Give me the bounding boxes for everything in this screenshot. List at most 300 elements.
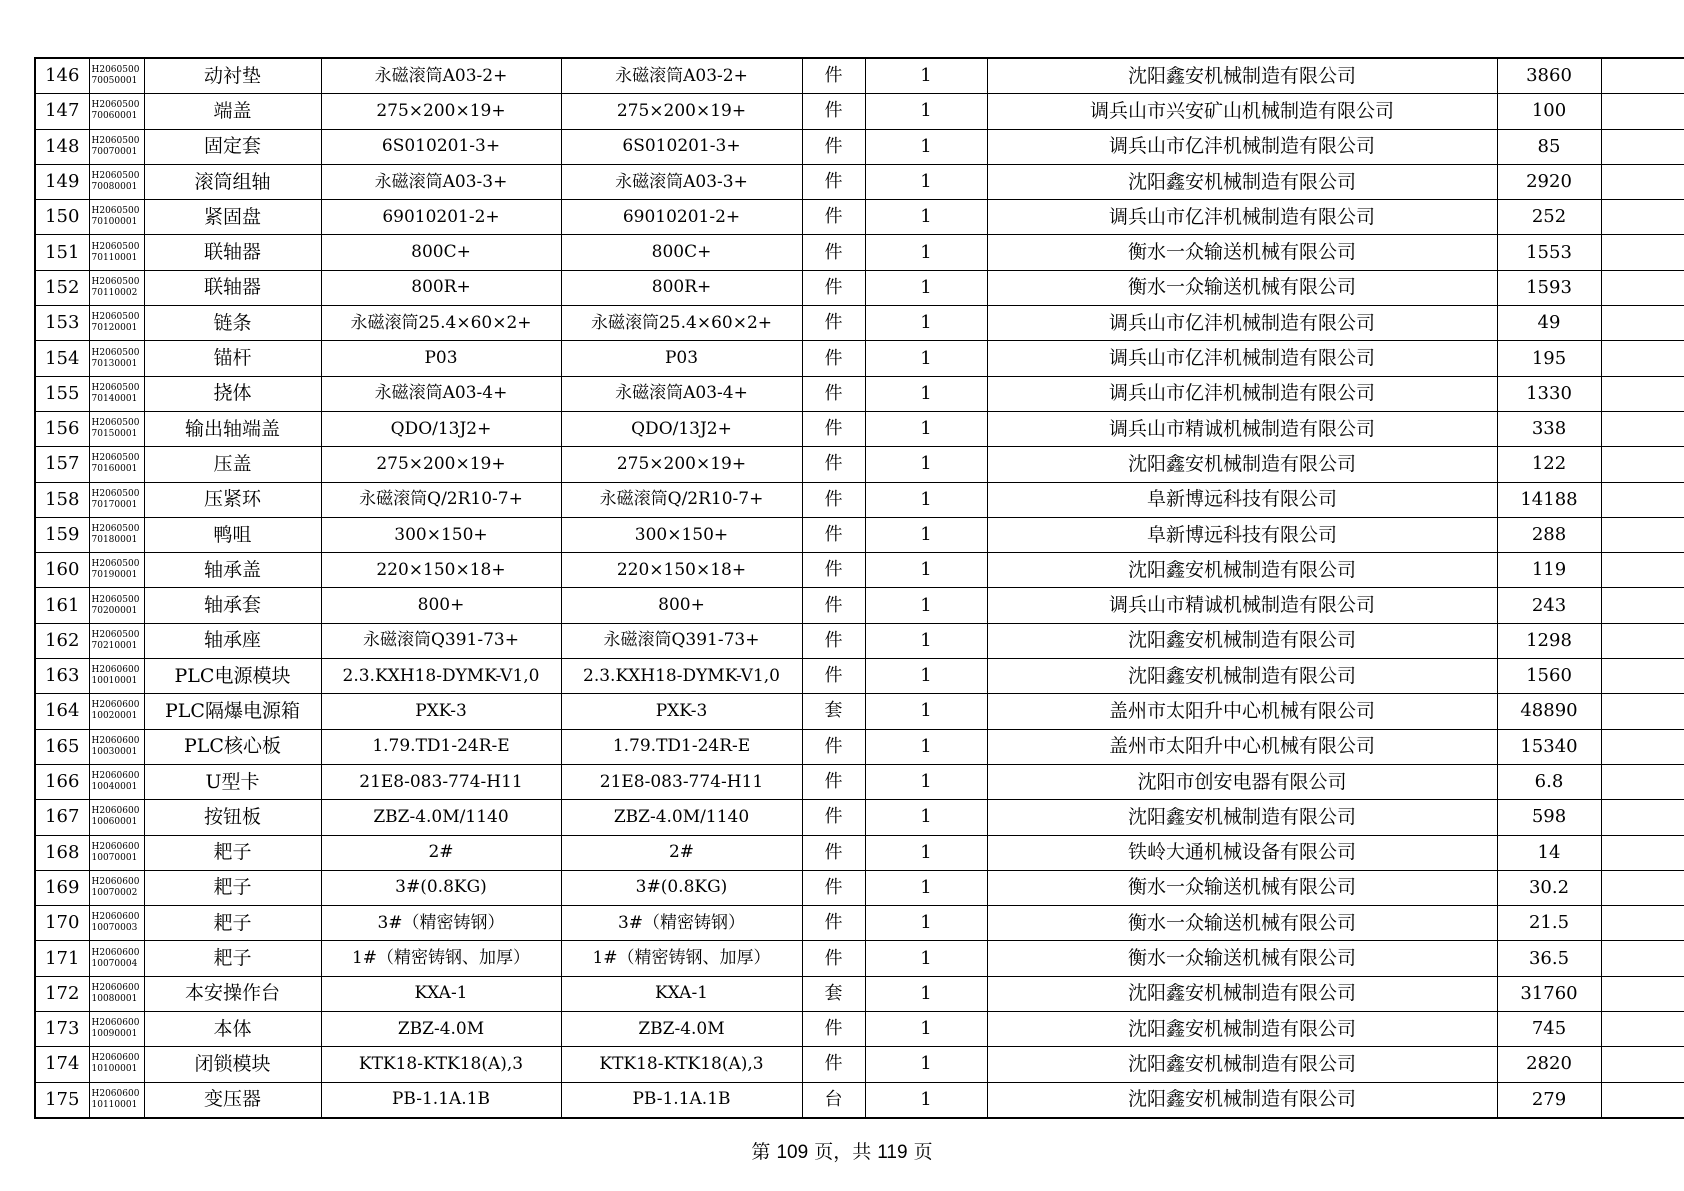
unit-cell: 件 — [802, 659, 865, 694]
specification-cell: 永磁滚筒Q/2R10-7+ — [321, 482, 561, 517]
part-name-cell: PLC电源模块 — [144, 659, 321, 694]
supplier-cell: 调兵山市亿沣机械制造有限公司 — [987, 376, 1497, 411]
note-cell — [1601, 58, 1684, 94]
table-body — [35, 58, 1684, 1118]
specification-cell: 275×200×19+ — [321, 447, 561, 482]
part-name-cell: 耙子 — [144, 941, 321, 976]
table-row — [35, 870, 1684, 905]
quantity-cell: 1 — [865, 553, 987, 588]
model-cell: PB-1.1A.1B — [561, 1082, 802, 1118]
model-cell: 永磁滚筒A03-3+ — [561, 164, 802, 199]
supplier-cell: 衡水一众输送机械有限公司 — [987, 270, 1497, 305]
part-name-cell: 轴承套 — [144, 588, 321, 623]
price-cell: 2920 — [1497, 164, 1601, 199]
material-code-cell — [89, 1012, 144, 1047]
material-code-part2: 10070004 — [91, 958, 138, 969]
quantity-cell: 1 — [865, 941, 987, 976]
quantity-cell: 1 — [865, 906, 987, 941]
note-cell — [1601, 447, 1684, 482]
model-cell: 800R+ — [561, 270, 802, 305]
material-code-cell — [89, 694, 144, 729]
material-code-cell — [89, 129, 144, 164]
quantity-cell: 1 — [865, 588, 987, 623]
unit-cell: 件 — [802, 94, 865, 129]
supplier-cell: 沈阳鑫安机械制造有限公司 — [987, 553, 1497, 588]
note-cell — [1601, 623, 1684, 658]
material-code-part2: 70120001 — [91, 323, 138, 334]
row-number-cell: 148 — [35, 129, 89, 164]
material-code-cell — [89, 941, 144, 976]
part-name-cell: 锚杆 — [144, 341, 321, 376]
material-code-part1: H2060500 — [91, 453, 140, 464]
supplier-cell: 沈阳鑫安机械制造有限公司 — [987, 58, 1497, 94]
price-cell: 48890 — [1497, 694, 1601, 729]
material-code-part2: 10110001 — [91, 1099, 138, 1110]
table-row — [35, 447, 1684, 482]
model-cell: 永磁滚筒Q/2R10-7+ — [561, 482, 802, 517]
parts-table — [34, 57, 1684, 1119]
material-code-cell — [89, 164, 144, 199]
material-code-cell — [89, 235, 144, 270]
material-code-part1: H2060600 — [91, 876, 140, 887]
part-name-cell: 变压器 — [144, 1082, 321, 1118]
row-number-cell: 156 — [35, 411, 89, 446]
specification-cell: P03 — [321, 341, 561, 376]
quantity-cell: 1 — [865, 306, 987, 341]
table-row — [35, 835, 1684, 870]
quantity-cell: 1 — [865, 164, 987, 199]
table-row — [35, 1047, 1684, 1082]
table-row — [35, 235, 1684, 270]
model-cell: 300×150+ — [561, 517, 802, 552]
row-number-cell: 171 — [35, 941, 89, 976]
table-row — [35, 906, 1684, 941]
specification-cell: 1#（精密铸钢、加厚） — [321, 941, 561, 976]
quantity-cell: 1 — [865, 376, 987, 411]
material-code-cell — [89, 764, 144, 799]
table-row — [35, 411, 1684, 446]
quantity-cell: 1 — [865, 835, 987, 870]
note-cell — [1601, 553, 1684, 588]
part-name-cell: U型卡 — [144, 764, 321, 799]
row-number-cell: 147 — [35, 94, 89, 129]
part-name-cell: 本体 — [144, 1012, 321, 1047]
note-cell — [1601, 200, 1684, 235]
material-code-part2: 70100001 — [91, 217, 138, 228]
material-code-part1: H2060500 — [91, 276, 140, 287]
material-code-part2: 70130001 — [91, 358, 138, 369]
note-cell — [1601, 376, 1684, 411]
material-code-part2: 10070001 — [91, 852, 138, 863]
model-cell: KTK18-KTK18(A),3 — [561, 1047, 802, 1082]
supplier-cell: 阜新博远科技有限公司 — [987, 517, 1497, 552]
model-cell: 275×200×19+ — [561, 94, 802, 129]
material-code-part1: H2060600 — [91, 841, 140, 852]
unit-cell: 台 — [802, 1082, 865, 1118]
unit-cell: 件 — [802, 411, 865, 446]
material-code-part1: H2060500 — [91, 100, 140, 111]
unit-cell: 件 — [802, 941, 865, 976]
unit-cell: 件 — [802, 764, 865, 799]
material-code-cell — [89, 1082, 144, 1118]
part-name-cell: 压紧环 — [144, 482, 321, 517]
material-code-part1: H2060500 — [91, 418, 140, 429]
price-cell: 1553 — [1497, 235, 1601, 270]
row-number-cell: 167 — [35, 800, 89, 835]
material-code-part2: 70170001 — [91, 499, 138, 510]
material-code-cell — [89, 1047, 144, 1082]
supplier-cell: 调兵山市精诚机械制造有限公司 — [987, 588, 1497, 623]
footer-middle: 页，共 — [814, 1141, 872, 1163]
specification-cell: 2.3.KXH18-DYMK-V1,0 — [321, 659, 561, 694]
note-cell — [1601, 235, 1684, 270]
quantity-cell: 1 — [865, 94, 987, 129]
material-code-part1: H2060600 — [91, 982, 140, 993]
material-code-part2: 70160001 — [91, 464, 138, 475]
quantity-cell: 1 — [865, 235, 987, 270]
row-number-cell: 164 — [35, 694, 89, 729]
material-code-part1: H2060600 — [91, 665, 140, 676]
table-row — [35, 694, 1684, 729]
price-cell: 30.2 — [1497, 870, 1601, 905]
price-cell: 31760 — [1497, 976, 1601, 1011]
material-code-part2: 70190001 — [91, 570, 138, 581]
quantity-cell: 1 — [865, 58, 987, 94]
quantity-cell: 1 — [865, 764, 987, 799]
quantity-cell: 1 — [865, 411, 987, 446]
material-code-cell — [89, 553, 144, 588]
quantity-cell: 1 — [865, 694, 987, 729]
price-cell: 3860 — [1497, 58, 1601, 94]
unit-cell: 件 — [802, 235, 865, 270]
specification-cell: 800+ — [321, 588, 561, 623]
specification-cell: ZBZ-4.0M/1140 — [321, 800, 561, 835]
material-code-part2: 10070003 — [91, 923, 138, 934]
part-name-cell: 闭锁模块 — [144, 1047, 321, 1082]
price-cell: 2820 — [1497, 1047, 1601, 1082]
page-footer — [0, 1137, 1684, 1164]
unit-cell: 套 — [802, 976, 865, 1011]
part-name-cell: 动衬垫 — [144, 58, 321, 94]
supplier-cell: 调兵山市亿沣机械制造有限公司 — [987, 341, 1497, 376]
material-code-cell — [89, 94, 144, 129]
unit-cell: 件 — [802, 129, 865, 164]
price-cell: 100 — [1497, 94, 1601, 129]
supplier-cell: 沈阳鑫安机械制造有限公司 — [987, 164, 1497, 199]
unit-cell: 件 — [802, 270, 865, 305]
table-row — [35, 729, 1684, 764]
table-row — [35, 200, 1684, 235]
price-cell: 243 — [1497, 588, 1601, 623]
specification-cell: 220×150×18+ — [321, 553, 561, 588]
unit-cell: 件 — [802, 1012, 865, 1047]
unit-cell: 件 — [802, 835, 865, 870]
part-name-cell: 压盖 — [144, 447, 321, 482]
supplier-cell: 沈阳市创安电器有限公司 — [987, 764, 1497, 799]
model-cell: 21E8-083-774-H11 — [561, 764, 802, 799]
part-name-cell: 耙子 — [144, 870, 321, 905]
quantity-cell: 1 — [865, 1012, 987, 1047]
part-name-cell: 联轴器 — [144, 235, 321, 270]
specification-cell: 永磁滚筒A03-2+ — [321, 58, 561, 94]
quantity-cell: 1 — [865, 1047, 987, 1082]
row-number-cell: 162 — [35, 623, 89, 658]
material-code-part2: 10090001 — [91, 1029, 138, 1040]
model-cell: KXA-1 — [561, 976, 802, 1011]
supplier-cell: 调兵山市亿沣机械制造有限公司 — [987, 200, 1497, 235]
note-cell — [1601, 870, 1684, 905]
material-code-cell — [89, 482, 144, 517]
price-cell: 1560 — [1497, 659, 1601, 694]
table-row — [35, 553, 1684, 588]
row-number-cell: 173 — [35, 1012, 89, 1047]
material-code-part1: H2060500 — [91, 524, 140, 534]
note-cell — [1601, 94, 1684, 129]
quantity-cell: 1 — [865, 659, 987, 694]
quantity-cell: 1 — [865, 200, 987, 235]
material-code-cell — [89, 800, 144, 835]
material-code-part1: H2060500 — [91, 594, 140, 605]
specification-cell: 300×150+ — [321, 517, 561, 552]
supplier-cell: 沈阳鑫安机械制造有限公司 — [987, 1082, 1497, 1118]
material-code-part2: 70110002 — [91, 287, 138, 298]
part-name-cell: 本安操作台 — [144, 976, 321, 1011]
material-code-part1: H2060600 — [91, 1018, 140, 1029]
supplier-cell: 盖州市太阳升中心机械有限公司 — [987, 729, 1497, 764]
part-name-cell: PLC隔爆电源箱 — [144, 694, 321, 729]
material-code-part2: 10100001 — [91, 1064, 138, 1075]
specification-cell: 69010201-2+ — [321, 200, 561, 235]
unit-cell: 件 — [802, 447, 865, 482]
quantity-cell: 1 — [865, 270, 987, 305]
material-code-part2: 10070002 — [91, 887, 138, 898]
unit-cell: 件 — [802, 870, 865, 905]
model-cell: ZBZ-4.0M — [561, 1012, 802, 1047]
row-number-cell: 163 — [35, 659, 89, 694]
material-code-cell — [89, 58, 144, 94]
material-code-part1: H2060500 — [91, 312, 140, 323]
unit-cell: 件 — [802, 482, 865, 517]
row-number-cell: 154 — [35, 341, 89, 376]
supplier-cell: 沈阳鑫安机械制造有限公司 — [987, 800, 1497, 835]
table-row — [35, 341, 1684, 376]
material-code-part1: H2060500 — [91, 347, 140, 358]
unit-cell: 件 — [802, 800, 865, 835]
quantity-cell: 1 — [865, 447, 987, 482]
row-number-cell: 175 — [35, 1082, 89, 1118]
model-cell: 6S010201-3+ — [561, 129, 802, 164]
specification-cell: 21E8-083-774-H11 — [321, 764, 561, 799]
quantity-cell: 1 — [865, 976, 987, 1011]
material-code-part2: 10030001 — [91, 746, 138, 757]
specification-cell: 2# — [321, 835, 561, 870]
material-code-cell — [89, 341, 144, 376]
material-code-part1: H2060500 — [91, 65, 140, 76]
table-row — [35, 129, 1684, 164]
supplier-cell: 沈阳鑫安机械制造有限公司 — [987, 623, 1497, 658]
specification-cell: PXK-3 — [321, 694, 561, 729]
part-name-cell: 按钮板 — [144, 800, 321, 835]
material-code-cell — [89, 376, 144, 411]
table-row — [35, 164, 1684, 199]
price-cell: 195 — [1497, 341, 1601, 376]
price-cell: 36.5 — [1497, 941, 1601, 976]
supplier-cell: 沈阳鑫安机械制造有限公司 — [987, 447, 1497, 482]
supplier-cell: 阜新博远科技有限公司 — [987, 482, 1497, 517]
specification-cell: 3#(0.8KG) — [321, 870, 561, 905]
quantity-cell: 1 — [865, 1082, 987, 1118]
quantity-cell: 1 — [865, 482, 987, 517]
table-row — [35, 1082, 1684, 1118]
total-page-number: 119 — [877, 1142, 908, 1163]
model-cell: 275×200×19+ — [561, 447, 802, 482]
unit-cell: 件 — [802, 376, 865, 411]
note-cell — [1601, 306, 1684, 341]
row-number-cell: 155 — [35, 376, 89, 411]
model-cell: 800+ — [561, 588, 802, 623]
material-code-part1: H2060500 — [91, 559, 140, 570]
price-cell: 49 — [1497, 306, 1601, 341]
material-code-part1: H2060500 — [91, 382, 140, 393]
table-row — [35, 517, 1684, 552]
material-code-cell — [89, 976, 144, 1011]
price-cell: 122 — [1497, 447, 1601, 482]
material-code-part1: H2060500 — [91, 135, 140, 146]
row-number-cell: 159 — [35, 517, 89, 552]
row-number-cell: 158 — [35, 482, 89, 517]
note-cell — [1601, 517, 1684, 552]
note-cell — [1601, 694, 1684, 729]
material-code-part2: 70150001 — [91, 429, 138, 440]
model-cell: 永磁滚筒25.4×60×2+ — [561, 306, 802, 341]
supplier-cell: 衡水一众输送机械有限公司 — [987, 870, 1497, 905]
material-code-part1: H2060600 — [91, 771, 140, 782]
material-code-part2: 70060001 — [91, 111, 138, 122]
note-cell — [1601, 588, 1684, 623]
model-cell: 1#（精密铸钢、加厚） — [561, 941, 802, 976]
table-row — [35, 482, 1684, 517]
note-cell — [1601, 1082, 1684, 1118]
quantity-cell: 1 — [865, 517, 987, 552]
supplier-cell: 调兵山市精诚机械制造有限公司 — [987, 411, 1497, 446]
model-cell: 2# — [561, 835, 802, 870]
material-code-part1: H2060600 — [91, 806, 140, 817]
row-number-cell: 149 — [35, 164, 89, 199]
price-cell: 1330 — [1497, 376, 1601, 411]
quantity-cell: 1 — [865, 341, 987, 376]
material-code-cell — [89, 200, 144, 235]
quantity-cell: 1 — [865, 870, 987, 905]
note-cell — [1601, 1012, 1684, 1047]
material-code-part1: H2060500 — [91, 171, 140, 182]
specification-cell: 800C+ — [321, 235, 561, 270]
price-cell: 14 — [1497, 835, 1601, 870]
row-number-cell: 174 — [35, 1047, 89, 1082]
table-row — [35, 623, 1684, 658]
specification-cell: PB-1.1A.1B — [321, 1082, 561, 1118]
footer-suffix: 页 — [913, 1141, 933, 1163]
table-row — [35, 306, 1684, 341]
note-cell — [1601, 341, 1684, 376]
part-name-cell: 固定套 — [144, 129, 321, 164]
material-code-cell — [89, 870, 144, 905]
material-code-part2: 70080001 — [91, 182, 138, 193]
model-cell: 69010201-2+ — [561, 200, 802, 235]
price-cell: 85 — [1497, 129, 1601, 164]
part-name-cell: 端盖 — [144, 94, 321, 129]
part-name-cell: 耙子 — [144, 835, 321, 870]
model-cell: 3#(0.8KG) — [561, 870, 802, 905]
note-cell — [1601, 764, 1684, 799]
row-number-cell: 172 — [35, 976, 89, 1011]
material-code-part2: 10010001 — [91, 676, 138, 687]
footer-prefix: 第 — [751, 1141, 771, 1163]
part-name-cell: 挠体 — [144, 376, 321, 411]
note-cell — [1601, 270, 1684, 305]
part-name-cell: 输出轴端盖 — [144, 411, 321, 446]
row-number-cell: 166 — [35, 764, 89, 799]
unit-cell: 件 — [802, 341, 865, 376]
model-cell: ZBZ-4.0M/1140 — [561, 800, 802, 835]
supplier-cell: 调兵山市亿沣机械制造有限公司 — [987, 306, 1497, 341]
note-cell — [1601, 1047, 1684, 1082]
current-page-number: 109 — [776, 1142, 809, 1163]
material-code-part1: H2060500 — [91, 241, 140, 252]
table-row — [35, 941, 1684, 976]
supplier-cell: 调兵山市兴安矿山机械制造有限公司 — [987, 94, 1497, 129]
part-name-cell: 鸭咀 — [144, 517, 321, 552]
price-cell: 119 — [1497, 553, 1601, 588]
unit-cell: 件 — [802, 906, 865, 941]
unit-cell: 件 — [802, 164, 865, 199]
part-name-cell: 耙子 — [144, 906, 321, 941]
price-cell: 288 — [1497, 517, 1601, 552]
note-cell — [1601, 164, 1684, 199]
table-row — [35, 1012, 1684, 1047]
model-cell: PXK-3 — [561, 694, 802, 729]
specification-cell: 1.79.TD1-24R-E — [321, 729, 561, 764]
material-code-part2: 10020001 — [91, 711, 138, 722]
material-code-part1: H2060500 — [91, 488, 140, 499]
specification-cell: QDO/13J2+ — [321, 411, 561, 446]
model-cell: 永磁滚筒A03-2+ — [561, 58, 802, 94]
material-code-cell — [89, 835, 144, 870]
specification-cell: ZBZ-4.0M — [321, 1012, 561, 1047]
table-row — [35, 659, 1684, 694]
model-cell: 220×150×18+ — [561, 553, 802, 588]
material-code-part1: H2060500 — [91, 629, 140, 640]
model-cell: 1.79.TD1-24R-E — [561, 729, 802, 764]
row-number-cell: 157 — [35, 447, 89, 482]
specification-cell: 永磁滚筒A03-3+ — [321, 164, 561, 199]
material-code-part2: 70070001 — [91, 146, 138, 157]
material-code-cell — [89, 270, 144, 305]
material-code-cell — [89, 623, 144, 658]
row-number-cell: 168 — [35, 835, 89, 870]
material-code-cell — [89, 906, 144, 941]
unit-cell: 件 — [802, 58, 865, 94]
material-code-part2: 70210001 — [91, 640, 138, 651]
note-cell — [1601, 941, 1684, 976]
note-cell — [1601, 729, 1684, 764]
quantity-cell: 1 — [865, 800, 987, 835]
model-cell: 永磁滚筒A03-4+ — [561, 376, 802, 411]
material-code-part2: 70200001 — [91, 605, 138, 616]
table-row — [35, 58, 1684, 94]
note-cell — [1601, 659, 1684, 694]
row-number-cell: 161 — [35, 588, 89, 623]
specification-cell: 永磁滚筒A03-4+ — [321, 376, 561, 411]
